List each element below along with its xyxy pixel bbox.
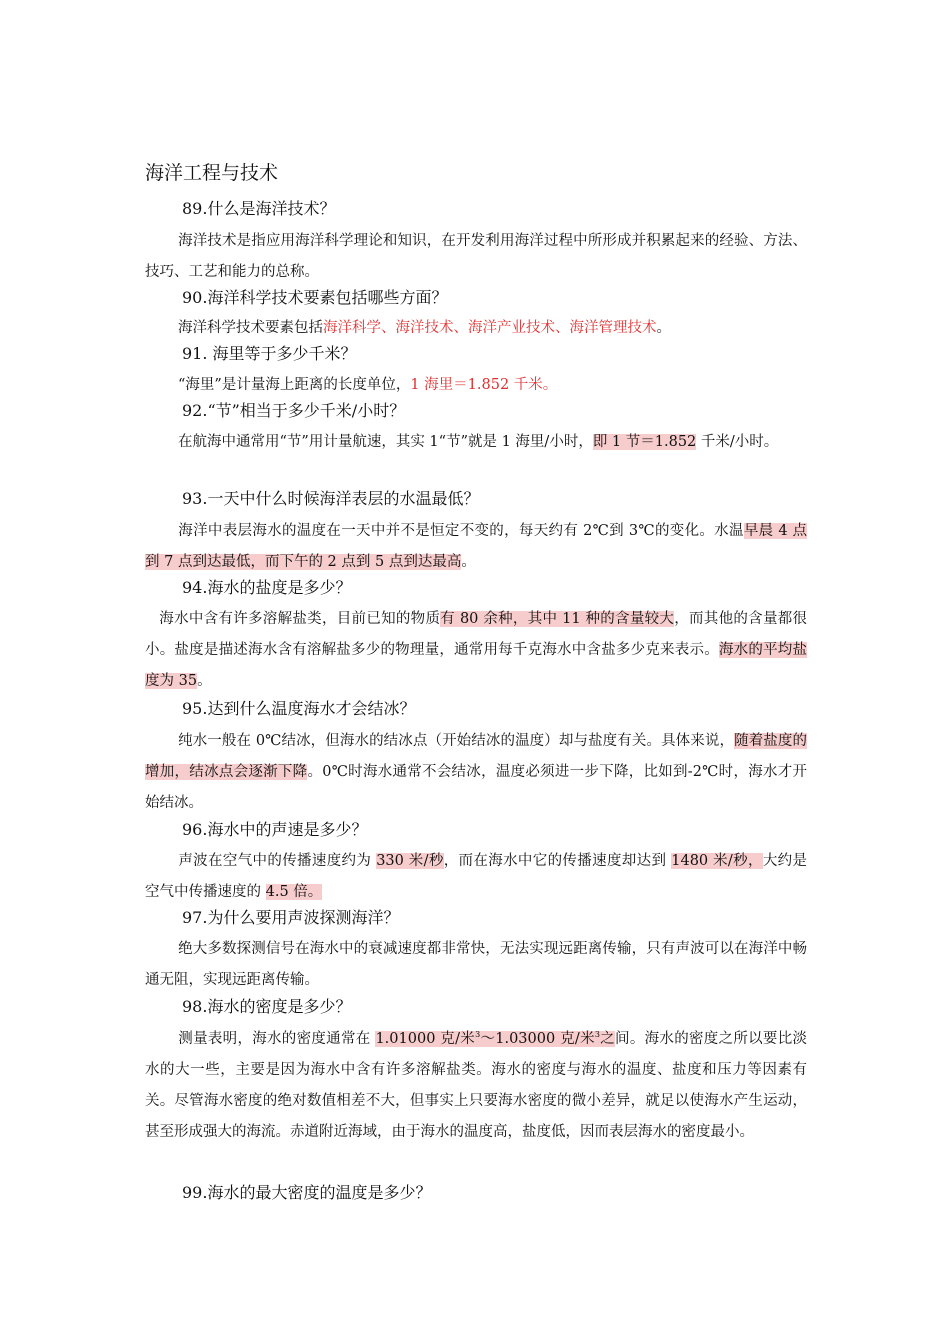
- answer-95: [145, 726, 807, 819]
- answer-92-text: 在航海中通常用“节”用计量航速，其实 1“节”就是 1 海里/小时，: [178, 434, 593, 450]
- answer-90: [145, 313, 807, 344]
- answer-90-text: 海洋科学技术要素包括: [178, 320, 323, 336]
- answer-97: [145, 934, 807, 996]
- answer-91-highlight: 1 海里＝1.852 千米。: [410, 377, 558, 393]
- superscript-3: 3: [594, 1030, 600, 1040]
- answer-92-highlight: 即 1 节＝1.852: [592, 434, 697, 450]
- section-title: 海洋工程与技术: [145, 162, 279, 184]
- question-95: 95.达到什么温度海水才会结冰？: [182, 699, 416, 718]
- answer-96-highlight-air: 330 米/秒: [376, 853, 444, 869]
- question-99: 99.海水的最大密度的温度是多少？: [182, 1183, 432, 1202]
- question-96: 96.海水中的声速是多少？: [182, 820, 368, 839]
- question-92: 92.“节”相当于多少千米/小时？: [182, 401, 406, 420]
- answer-94-text: 海水中含有许多溶解盐类，目前已知的物质: [159, 611, 441, 627]
- answer-95-text: 纯水一般在 0℃结冰，但海水的结冰点（开始结冰的温度）却与盐度有关。具体来说，: [178, 733, 735, 749]
- answer-89: [145, 226, 807, 288]
- answer-95-end: 。0℃时海水通常不会结冰，温度必须进一步下降，比如到-2℃时，海水才开始结冰。: [145, 764, 808, 811]
- answer-94-highlight: 有 80 余种，其中 11 种的含量较大: [440, 611, 675, 627]
- answer-92: [145, 427, 807, 458]
- question-91: 91. 海里等于多少千米？: [182, 344, 357, 363]
- answer-98-density-min: 1.01000 克/米: [375, 1031, 476, 1047]
- answer-96: [145, 846, 807, 908]
- answer-91: [145, 370, 807, 401]
- answer-98: [145, 1024, 807, 1148]
- answer-96-middle: ，而在海水中它的传播速度却达到: [443, 853, 672, 869]
- question-94: 94.海水的盐度是多少？: [182, 578, 352, 597]
- answer-93-end: 。: [461, 554, 476, 570]
- answer-93-highlight: 早晨 4 点到 7 点到达最低，而下午的 2 点到 5 点到达最高: [145, 523, 807, 570]
- answer-96-text: 声波在空气中的传播速度约为: [178, 853, 377, 869]
- answer-91-text: “海里”是计量海上距离的长度单位，: [178, 377, 411, 393]
- answer-89-text: 海洋技术是指应用海洋科学理论和知识，在开发利用海洋过程中所形成并积累起来的经验、方法、技巧、工艺和能力的总称。: [145, 233, 807, 280]
- question-97: 97.为什么要用声波探测海洋？: [182, 908, 400, 927]
- answer-96-middle-2: 大约是空气中传播速度的: [145, 853, 808, 900]
- answer-93: [145, 516, 807, 578]
- question-89: 89.什么是海洋技术？: [182, 199, 336, 218]
- answer-98-density-max: ～1.03000 克/米: [480, 1031, 595, 1047]
- answer-94-highlight-2: 海水的平均盐度为 35: [145, 642, 808, 689]
- answer-90-end: 。: [656, 320, 671, 336]
- answer-96-highlight-ratio: 4.5 倍。: [265, 884, 323, 900]
- answer-98-text: 测量表明，海水的密度通常在: [178, 1031, 376, 1047]
- answer-94-middle: ，而其他的含量都很小。盐度是描述海水含有溶解盐多少的物理量，通常用每千克海水中含盐多少克来表示。: [145, 611, 808, 658]
- question-98: 98.海水的密度是多少？: [182, 997, 352, 1016]
- answer-97-text: 绝大多数探测信号在海水中的衰减速度都非常快，无法实现远距离传输，只有声波可以在海洋中畅通无阻，实现远距离传输。: [145, 941, 807, 988]
- answer-94-end: 。: [197, 673, 212, 689]
- answer-98-highlight: [375, 1031, 615, 1047]
- answer-93-text: 海洋中表层海水的温度在一天中并不是恒定不变的，每天约有 2℃到 3℃的变化。水温: [178, 523, 744, 539]
- superscript-3: 3: [475, 1030, 481, 1040]
- answer-92-end: 千米/小时。: [700, 434, 779, 450]
- question-93: 93.一天中什么时候海洋表层的水温最低？: [182, 489, 480, 508]
- answer-96-highlight-water: 1480 米/秒，: [671, 853, 763, 869]
- answer-95-highlight: 随着盐度的增加，结冰点会逐渐下降: [145, 733, 807, 780]
- answer-94: [145, 604, 807, 697]
- question-90: 90.海洋科学技术要素包括哪些方面？: [182, 288, 448, 307]
- answer-90-highlight: 海洋科学、海洋技术、海洋产业技术、海洋管理技术: [323, 320, 657, 336]
- answer-98-rest: 间。海水的密度之所以要比淡水的大一些，主要是因为海水中含有许多溶解盐类。海水的密度与海水的温度、盐度和压力等因素有关。尽管海水密度的绝对数值相差不大，但事实上只要海水密度的微小差异，就足以使海水产生运动，甚至形成强大的海流。赤道附近海域，由于海水的温度高，盐度低，因而表层海水的密度最小。: [145, 1031, 808, 1140]
- answer-98-density-end: 之: [599, 1031, 616, 1047]
